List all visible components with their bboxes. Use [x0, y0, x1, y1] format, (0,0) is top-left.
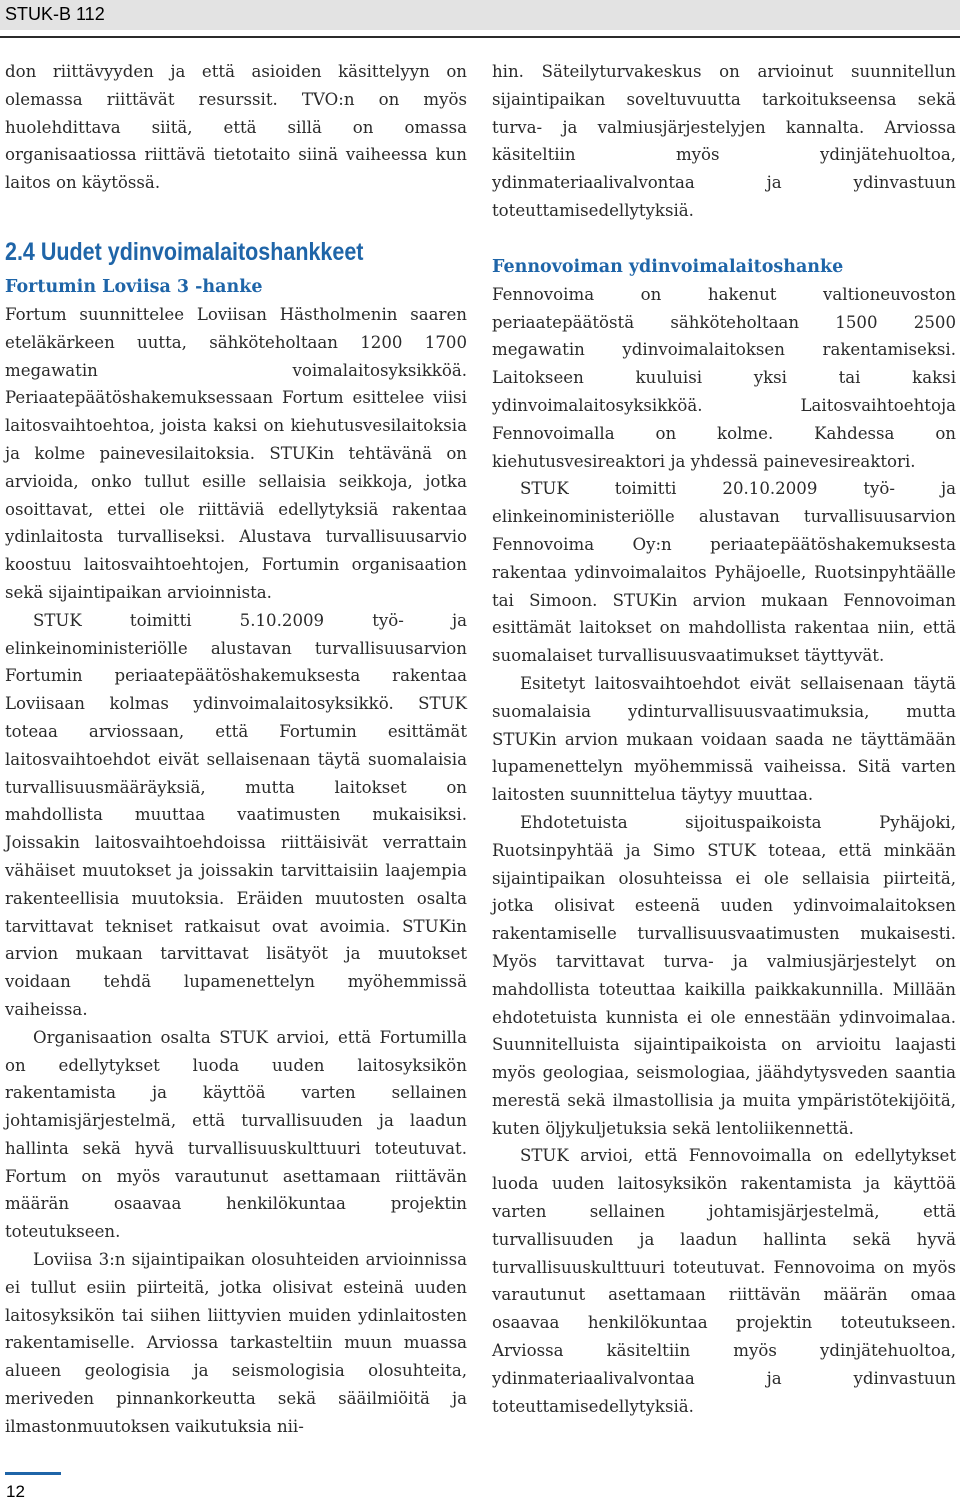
body-paragraph: STUK toimitti 5.10.2009 työ- ja elinkeinoministeriölle alustavan turvallisuusarvion Fortumin periaatepäätöshakemuksesta rakentaa Loviisaan kolmas ydinvoimalaitosyksikkö. STUK toteaa arviossaan, että Fortumin esittämät laitosvaihtoehdot eivät sellaisenaan täytä suomalaisia turvallisuusmääräyksiä, mutta laitokset on mahdollista muuttaa vaatimusten mukaisiksi. Joissakin laitosvaihtoehdoissa riittäisivät verrattain vähäiset muutokset ja joissakin tarvittaisiin laajempia rakenteellisia muutoksia. Eräiden muutosten osalta tarvittavat tekniset ratkaisut ovat avoimia. STUKin arvion mukaan tarvittavat lisätyöt ja muutokset voidaan tehdä lupamenettelyn myöhemmissä vaiheissa.: [5, 610, 467, 1019]
body-paragraph: STUK arvioi, että Fennovoimalla on edellytykset luoda uuden laitosyksikön rakentamista ja käyttöä varten sellainen johtamisjärjestelmä, että turvallisuuden ja laadun hallinta sekä hyvä turvallisuuskulttuuri toteutuvat. Fennovoima on myös varautunut asettamaan riittävän määrän omaa osaavaa henkilökuntaa projektin toteutukseen. Arviossa käsiteltiin myös ydinjätehuoltoa, ydinmateriaalivalvontaa ja ydinvastuun toteuttamisedellytyksiä.: [492, 1146, 956, 1416]
body-paragraph: Ehdotetuista sijoituspaikoista Pyhäjoki, Ruotsinpyhtää ja Simo STUK toteaa, että minkään sijaintipaikan olosuhteissa ei ole sellaisia piirteitä, jotka olisivat esteenä uuden ydinvoimalaitoksen rakentamiselle turvallisuusvaatimusten mukaisesti. Myös tarvittavat turva- ja valmiusjärjestelyt on mahdollista toteuttaa kaikilla paikkakunnilla. Millään ehdotetuista kunnista ei ole ennestään ydinvoimalaa. Suunnitelluista sijaintipaikoista on arvioitu laajasti myös geologiaa, seismologiaa, jäähdytysveden saantia merestä sekä ilmastollisia ja muita ympäristötekijöitä, kuten öljykuljetuksia sekä lentoliikennettä.: [492, 812, 956, 1138]
left-intro-paragraph: don riittävyyden ja että asioiden käsittelyyn on olemassa riittävät resurssit. TVO:n on myös huolehdittava siitä, että sillä on omassa organisaatiossa riittävä tietotaito siinä vaiheessa kun laitos on käytössä.: [5, 62, 467, 193]
running-header: [0, 0, 960, 30]
left-column: [5, 58, 467, 1441]
footer-rule: [5, 1472, 61, 1475]
body-paragraph: Organisaation osalta STUK arvioi, että Fortumilla on edellytykset luoda uuden laitosyksikön rakentamista ja käyttöä varten sellainen johtamisjärjestelmä, että turvallisuuden ja laadun hallinta sekä hyvä turvallisuuskulttuuri toteutuvat. Fortum on myös varautunut asettamaan riittävän määrän osaavaa henkilökuntaa projektin toteutukseen.: [5, 1027, 467, 1242]
section-title: Uudet ydinvoimalaitoshankkeet: [40, 237, 364, 266]
body-paragraph: STUK toimitti 20.10.2009 työ- ja elinkeinoministeriölle alustavan turvallisuusarvion Fennovoima Oy:n periaatepäätöshakemuksesta rakentaa ydinvoimalaitos Pyhäjoelle, Ruotsinpyhtäälle tai Simoon. STUKin arvion mukaan Fennovoiman esittämät laitokset on mahdollista rakentaa niin, että suomalaiset turvallisuusvaatimukset täyttyvät.: [492, 479, 956, 666]
page-number: 12: [6, 1482, 25, 1501]
publication-label: STUK-B 112: [5, 4, 105, 24]
section-heading: [5, 235, 402, 269]
right-column: [492, 58, 956, 1420]
subheading-loviisa: Fortumin Loviisa 3 -hanke: [5, 276, 263, 297]
body-paragraph: Loviisa 3:n sijaintipaikan olosuhteiden arvioinnissa ei tullut esiin piirteitä, jotka olisivat esteinä uuden laitosyksikön tai siihen liittyvien muiden ydinlaitosten rakentamiselle. Arviossa tarkasteltiin muun muassa alueen geologisia ja seismologisia olosuhteita, meriveden pinnankorkeutta sekä sääilmiöitä ja ilmastonmuutoksen vaikutuksia nii-: [5, 1250, 467, 1436]
header-rule: [0, 36, 960, 38]
subheading-fennovoima: Fennovoiman ydinvoimalaitoshanke: [492, 256, 844, 277]
body-paragraph: Esitetyt laitosvaihtoehdot eivät sellaisenaan täytä suomalaisia ydinturvallisuusvaatimuksia, mutta STUKin arvion mukaan voidaan saada ne täyttämään lupamenettelyn myöhemmissä vaiheissa. Sitä varten laitosten suunnittelua täytyy muuttaa.: [492, 673, 956, 805]
body-paragraph: Fortum suunnittelee Loviisan Hästholmenin saaren eteläkärkeen uutta, sähköteholtaan 1200 1700 megawatin voimalaitosyksikköä. Periaatepäätöshakemuksessaan Fortum esittelee viisi laitosvaihtoehtoa, joista kaksi on kiehutusvesilaitoksia ja kolme painevesilaitoksia. STUKin tehtävänä on arvioida, onko tullut esille sellaisia seikkoja, jotka osoittavat, ettei ole riittäviä edellytyksiä rakentaa ydinlaitosta turvalliseksi. Alustava turvallisuusarvio koostuu laitosvaihtoehtojen, Fortumin organisaation sekä sijaintipaikan arvioinnista.: [5, 304, 467, 602]
right-intro-paragraph: hin. Säteilyturvakeskus on arvioinut suunnitellun sijaintipaikan soveltuvuutta tarkoitukseensa sekä turva- ja valmiusjärjestelyjen kannalta. Arviossa käsiteltiin myös ydinjätehuoltoa, ydinmateriaalivalvontaa ja ydinvastuun toteuttamisedellytyksiä.: [492, 62, 956, 220]
section-number: 2.4: [5, 237, 35, 266]
body-paragraph: Fennovoima on hakenut valtioneuvoston periaatepäätöstä sähköteholtaan 1500 2500 megawatin ydinvoimalaitoksen rakentamiseksi. Laitokseen kuuluisi yksi tai kaksi ydinvoimalaitosyksikköä. Laitosvaihtoehtoja Fennovoimalla on kolme. Kahdessa on kiehutusvesireaktori ja yhdessä painevesireaktori.: [492, 284, 956, 471]
